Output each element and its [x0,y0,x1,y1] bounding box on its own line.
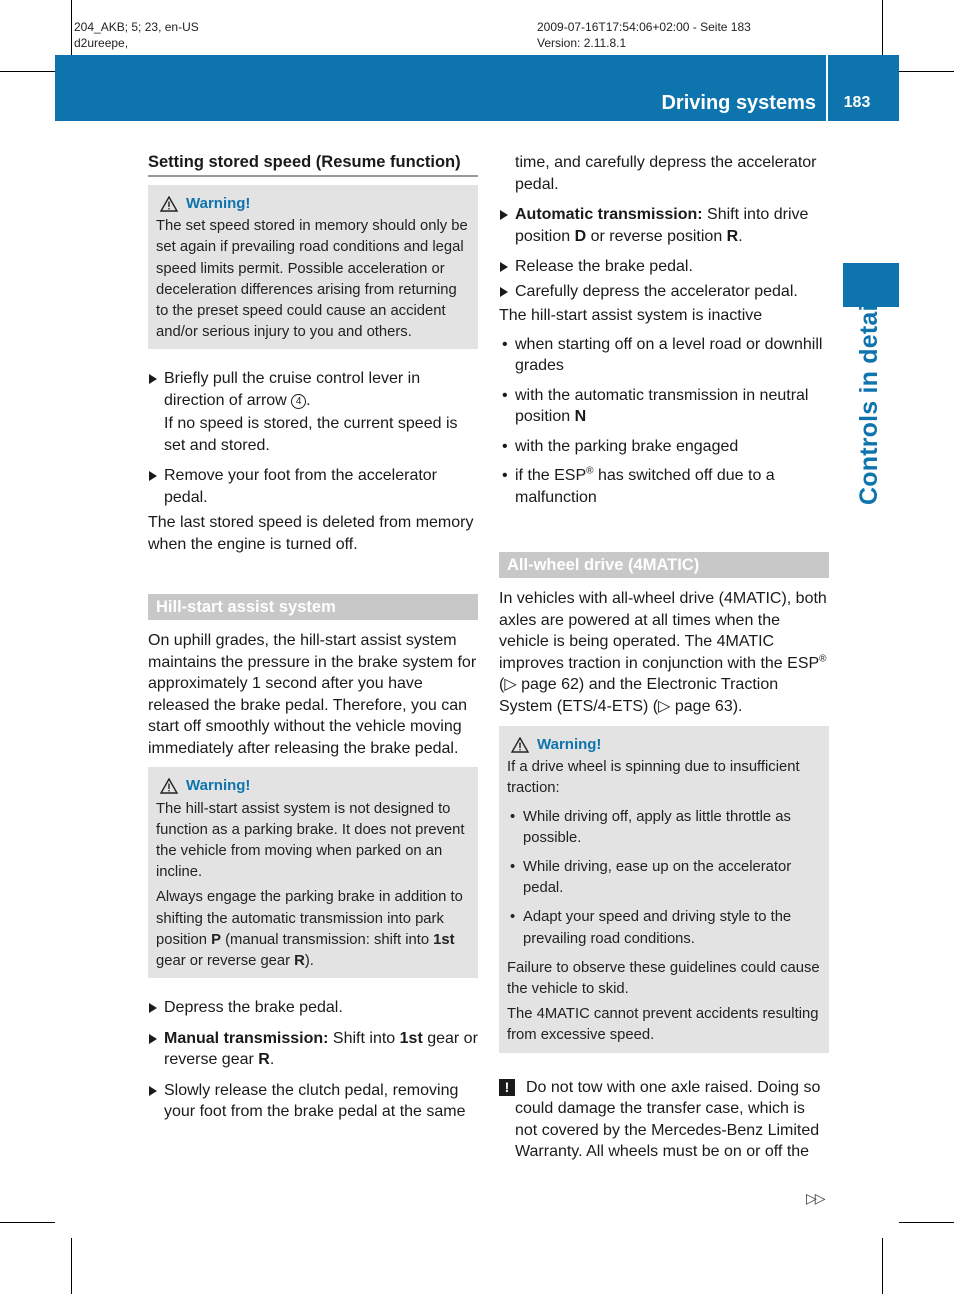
warning-text-bold: P [211,931,221,948]
step-text: Remove your foot from the accelerator pedal. [164,467,438,506]
step-arrow-icon [149,374,157,384]
step-text: Carefully depress the accelerator pedal. [515,282,798,300]
warning-text: The 4MATIC cannot prevent accidents resulting from excessive speed. [507,1006,819,1044]
list-item-text: if the ESP [515,467,587,484]
instruction-step [148,1080,478,1123]
meta-line: d2ureepe, [74,36,129,50]
step-text: Shift into drive position [515,206,809,245]
step-continuation: time, and carefully depress the accelerator pedal. [515,154,817,193]
step-text: Briefly pull the cruise control lever in direction of arrow [164,370,421,409]
instruction-step [148,997,478,1019]
crop-mark [899,1222,954,1223]
section-heading: Hill-start assist system [148,594,478,620]
page-number: 183 [843,94,871,111]
body-text-part: In vehicles with all-wheel drive (4MATIC), both axles are powered at all times when the vehicle is being operated. The 4MATIC improves traction in conjunction with the ESP [499,590,827,672]
body-text [499,588,829,717]
warning-list-item: • Adapt your speed and driving style to the prevailing road conditions. [507,907,821,949]
crop-mark [882,0,883,56]
instruction-step [499,204,829,247]
crop-mark [71,0,72,56]
warning-title [156,775,470,796]
step-text: . [269,1051,275,1069]
body-text-part: (▷ page 62) and the Electronic Traction System (ETS/4-ETS) (▷ page 63). [499,676,779,715]
warning-text: Failure to observe these guidelines could cause the vehicle to skid. [507,959,820,998]
left-column [148,152,478,1132]
warning-text-bold: R [294,953,305,970]
side-tab-label: Controls in detail [855,297,883,505]
crop-mark [71,1238,72,1294]
crop-mark [0,1222,55,1223]
step-arrow-icon [500,262,508,272]
list-item-text: has switched off due to a malfunction [515,467,775,506]
registered-mark: ® [819,653,827,665]
crop-mark [882,1238,883,1294]
step-bold: R [258,1051,270,1069]
step-text: or reverse position [586,227,727,245]
instruction-step [148,1028,478,1071]
warning-text-bold: 1st [433,931,455,948]
list-item [499,465,829,508]
warning-title [156,193,470,214]
warning-box [148,185,478,349]
step-text: . [306,391,311,409]
exclamation-icon: ! [499,1079,515,1096]
warning-box [148,767,478,978]
warning-text [156,887,470,972]
step-text: gear or reverse gear [164,1029,478,1069]
body-text: The hill-start assist system is inactive [499,307,763,324]
meta-line: 2009-07-16T17:54:06+02:00 - Seite 183 [537,20,751,34]
warning-list-item: • While driving, ease up on the accelerator pedal. [507,857,821,899]
warning-box [499,726,829,1053]
meta-line: 204_AKB; 5; 23, en-US [74,20,199,34]
warning-text-part: Always engage the parking brake in addition to shifting the automatic transmission into park position [156,889,463,948]
meta-line: Version: 2.11.8.1 [537,36,627,50]
list-item-text: with the automatic transmission in neutral position [515,386,809,425]
instruction-step [148,368,478,456]
crop-mark [0,71,55,72]
step-arrow-icon [149,1003,157,1013]
step-text: Release the brake pedal. [515,258,693,275]
warning-triangle-icon [160,196,178,212]
body-text: On uphill grades, the hill-start assist system maintains the pressure in the brake system for approximately 1 second after you have released the brake pedal. Therefore, you can start off smoothly without the vehicle moving immediately after releasing the brake pedal. [148,632,477,757]
print-meta-left [74,19,199,51]
step-arrow-icon [149,1034,157,1044]
section-heading: All-wheel drive (4MATIC) [499,552,829,578]
circled-number: 4 [291,394,306,409]
body-text: The last stored speed is deleted from memory when the engine is turned off. [148,514,474,553]
resume-heading: Setting stored speed (Resume function) [148,152,478,177]
warning-title-text: Warning! [186,777,251,795]
instruction-step [148,465,478,508]
warning-title [507,734,821,755]
notice-box [499,1077,829,1163]
crop-mark [899,71,954,72]
warning-text-part: gear or reverse gear [156,953,295,970]
step-text: Depress the brake pedal. [164,999,343,1017]
warning-text-part: (manual transmission: shift into [221,931,434,948]
step-arrow-icon [500,287,508,297]
notice-text: Do not tow with one axle raised. Doing so could damage the transfer case, which is not covered by the Mercedes-Benz Limited Warranty. All wheels must be on or off the [515,1078,821,1161]
warning-text: If a drive wheel is spinning due to insufficient traction: [507,759,800,797]
warning-title-text: Warning! [537,736,602,753]
right-column [499,152,829,1163]
list-item: • with the parking brake engaged [499,436,829,458]
step-bold: Automatic transmission: [515,206,703,223]
section-title: Driving systems [661,92,816,114]
step-bold: D [574,227,587,245]
step-bold: R [726,227,739,245]
step-bold: 1st [399,1029,423,1047]
step-text: . [738,227,743,245]
step-continuation: If no speed is stored, the current speed is set and stored. [164,415,458,454]
warning-title-text: Warning! [186,195,251,212]
list-item [499,385,829,428]
list-item: • when starting off on a level road or downhill grades [499,334,829,377]
warning-triangle-icon [160,778,178,794]
warning-text: The set speed stored in memory should only be set again if prevailing road conditions and legal speed limits permit. Possible acceleration or deceleration differences arising from returning to the preset speed could cause an accident and/or serious injury to you and others. [156,218,468,341]
warning-text: The hill-start assist system is not designed to function as a parking brake. It does not prevent the vehicle from moving when parked on an incline. [156,800,465,881]
step-arrow-icon [149,471,157,481]
instruction-step [499,256,829,278]
instruction-step [499,281,829,303]
list-item-bold: N [574,408,587,425]
warning-list-item: • While driving off, apply as little throttle as possible. [507,807,821,849]
step-text: Slowly release the clutch pedal, removing your foot from the brake pedal at the same [164,1081,466,1121]
step-arrow-icon [149,1086,157,1096]
step-text: Shift into [328,1029,400,1047]
print-meta-right [537,19,751,51]
registered-mark: ® [586,465,594,477]
step-bold: Manual transmission: [164,1029,329,1047]
warning-triangle-icon [511,737,529,753]
continue-arrows-icon: ▷▷ [806,1190,824,1206]
step-arrow-icon [500,210,508,220]
warning-text-part: ). [304,953,314,970]
